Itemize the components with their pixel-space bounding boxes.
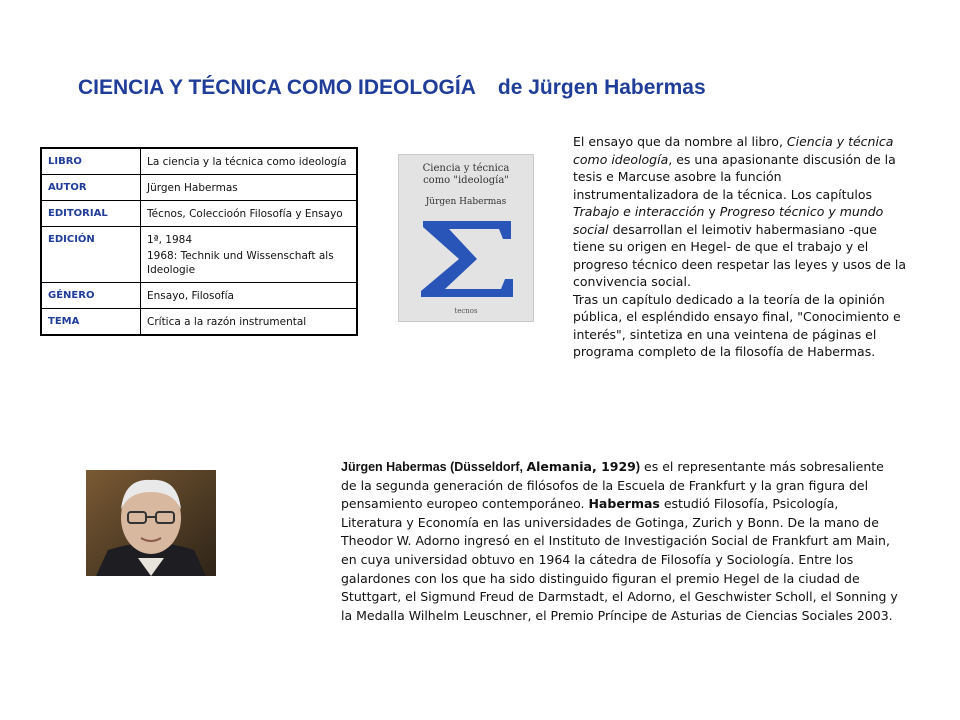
cover-author: Jürgen Habermas bbox=[425, 197, 507, 207]
bio-country: Alemania, 1929 bbox=[526, 459, 636, 474]
sigma-icon bbox=[419, 219, 515, 299]
bio-text: es el representante más sobresaliente de la segunda generación de filósofos de la Escuela de Frankfurt y la gran figura del pensamiento europeo contemporáneo. bbox=[341, 459, 884, 512]
essay-description bbox=[573, 133, 908, 361]
row-key: TEMA bbox=[41, 309, 141, 336]
row-value-line: 1ª, 1984 bbox=[147, 234, 193, 246]
author-biography bbox=[341, 458, 901, 625]
cover-title bbox=[399, 163, 533, 187]
row-value-line: 1968: Technik und Wissenschaft als Ideologie bbox=[147, 250, 334, 276]
essay-italic: Trabajo e interacción bbox=[573, 204, 705, 219]
row-value bbox=[141, 148, 358, 175]
row-key: AUTOR bbox=[41, 175, 141, 201]
row-value bbox=[141, 175, 358, 201]
row-value-line: Técnos, Coleccioón Filosofía y Ensayo bbox=[147, 208, 343, 220]
essay-paragraph-1 bbox=[573, 133, 908, 291]
essay-text: El ensayo que da nombre al libro, bbox=[573, 134, 787, 149]
bio-name: Jürgen Habermas (Düsseldorf, bbox=[341, 460, 527, 474]
cover-title-line: Ciencia y técnica bbox=[422, 163, 510, 174]
table-row-editorial bbox=[41, 201, 357, 227]
table-row-libro bbox=[41, 148, 357, 175]
table-row-autor bbox=[41, 175, 357, 201]
table-row-tema bbox=[41, 309, 357, 336]
bio-surname: Habermas bbox=[588, 496, 660, 512]
row-value-line: Crítica a la razón instrumental bbox=[147, 316, 307, 328]
book-cover-image bbox=[398, 154, 534, 322]
essay-text: , es una apasionante discusión de la tesis e Marcuse asobre la función instrumentalizadora de la técnica. Los capítulos bbox=[573, 151, 896, 202]
bio-name-close: ) bbox=[635, 460, 641, 474]
publisher-logo: tecnos bbox=[454, 307, 478, 315]
row-key: EDITORIAL bbox=[41, 201, 141, 227]
row-key: GÉNERO bbox=[41, 283, 141, 309]
table-row-edicion bbox=[41, 227, 357, 283]
essay-paragraph-2: Tras un capítulo dedicado a la teoría de la opinión pública, el espléndido ensayo final, "Conocimiento e interés", sintetiza en una veintena de páginas el programa completo de la filosofía de Habermas. bbox=[573, 291, 901, 359]
row-value bbox=[141, 283, 358, 309]
book-info-table bbox=[40, 147, 358, 336]
essay-italic: Progreso técnico y mundo social bbox=[573, 204, 884, 237]
row-value-line: Jürgen Habermas bbox=[147, 182, 238, 194]
author-portrait-photo bbox=[86, 470, 216, 576]
table-row-genero bbox=[41, 283, 357, 309]
title-author: de Jürgen Habermas bbox=[497, 76, 706, 99]
title-main: CIENCIA Y TÉCNICA COMO IDEOLOGÍA bbox=[78, 76, 476, 99]
row-value-line: La ciencia y la técnica como ideología bbox=[147, 156, 347, 168]
essay-text: desarrollan el leimotiv habermasiano -que tiene su origen en Hegel- de que el trabajo y el progreso técnico deen respetar las leyes y usos de la convivencia social. bbox=[573, 221, 907, 289]
page-title bbox=[78, 76, 706, 100]
row-value bbox=[141, 201, 358, 227]
row-value bbox=[141, 309, 358, 336]
row-key: EDICIÓN bbox=[41, 227, 141, 283]
cover-title-line: como "ideología" bbox=[423, 175, 509, 186]
bio-text: estudió Filosofía, Psicología, Literatura y Economía en las universidades de Gotinga, Zurich y Bonn. De la mano de Theodor W. Adorno ingresó en el Instituto de Investigación Social de Frankfurt am Main, en cuya universidad obtuvo en 1964 la cátedra de Filosofía y Sociología. Entre los galardones con los que ha sido distinguido figuran el premio Hegel de la ciudad de Stuttgart, el Sigmund Freud de Darmstadt, el Adorno, el Geschwister Scholl, el Sonning y la Medalla Wilhelm Leuschner, el Premio Príncipe de Asturias de Ciencias Sociales 2003. bbox=[341, 496, 898, 623]
row-value-line: Ensayo, Filosofía bbox=[147, 290, 234, 302]
essay-italic: Ciencia y técnica como ideología bbox=[573, 134, 894, 167]
portrait-image bbox=[86, 470, 216, 576]
row-key: LIBRO bbox=[41, 148, 141, 175]
row-value bbox=[141, 227, 358, 283]
essay-text: y bbox=[704, 204, 720, 219]
